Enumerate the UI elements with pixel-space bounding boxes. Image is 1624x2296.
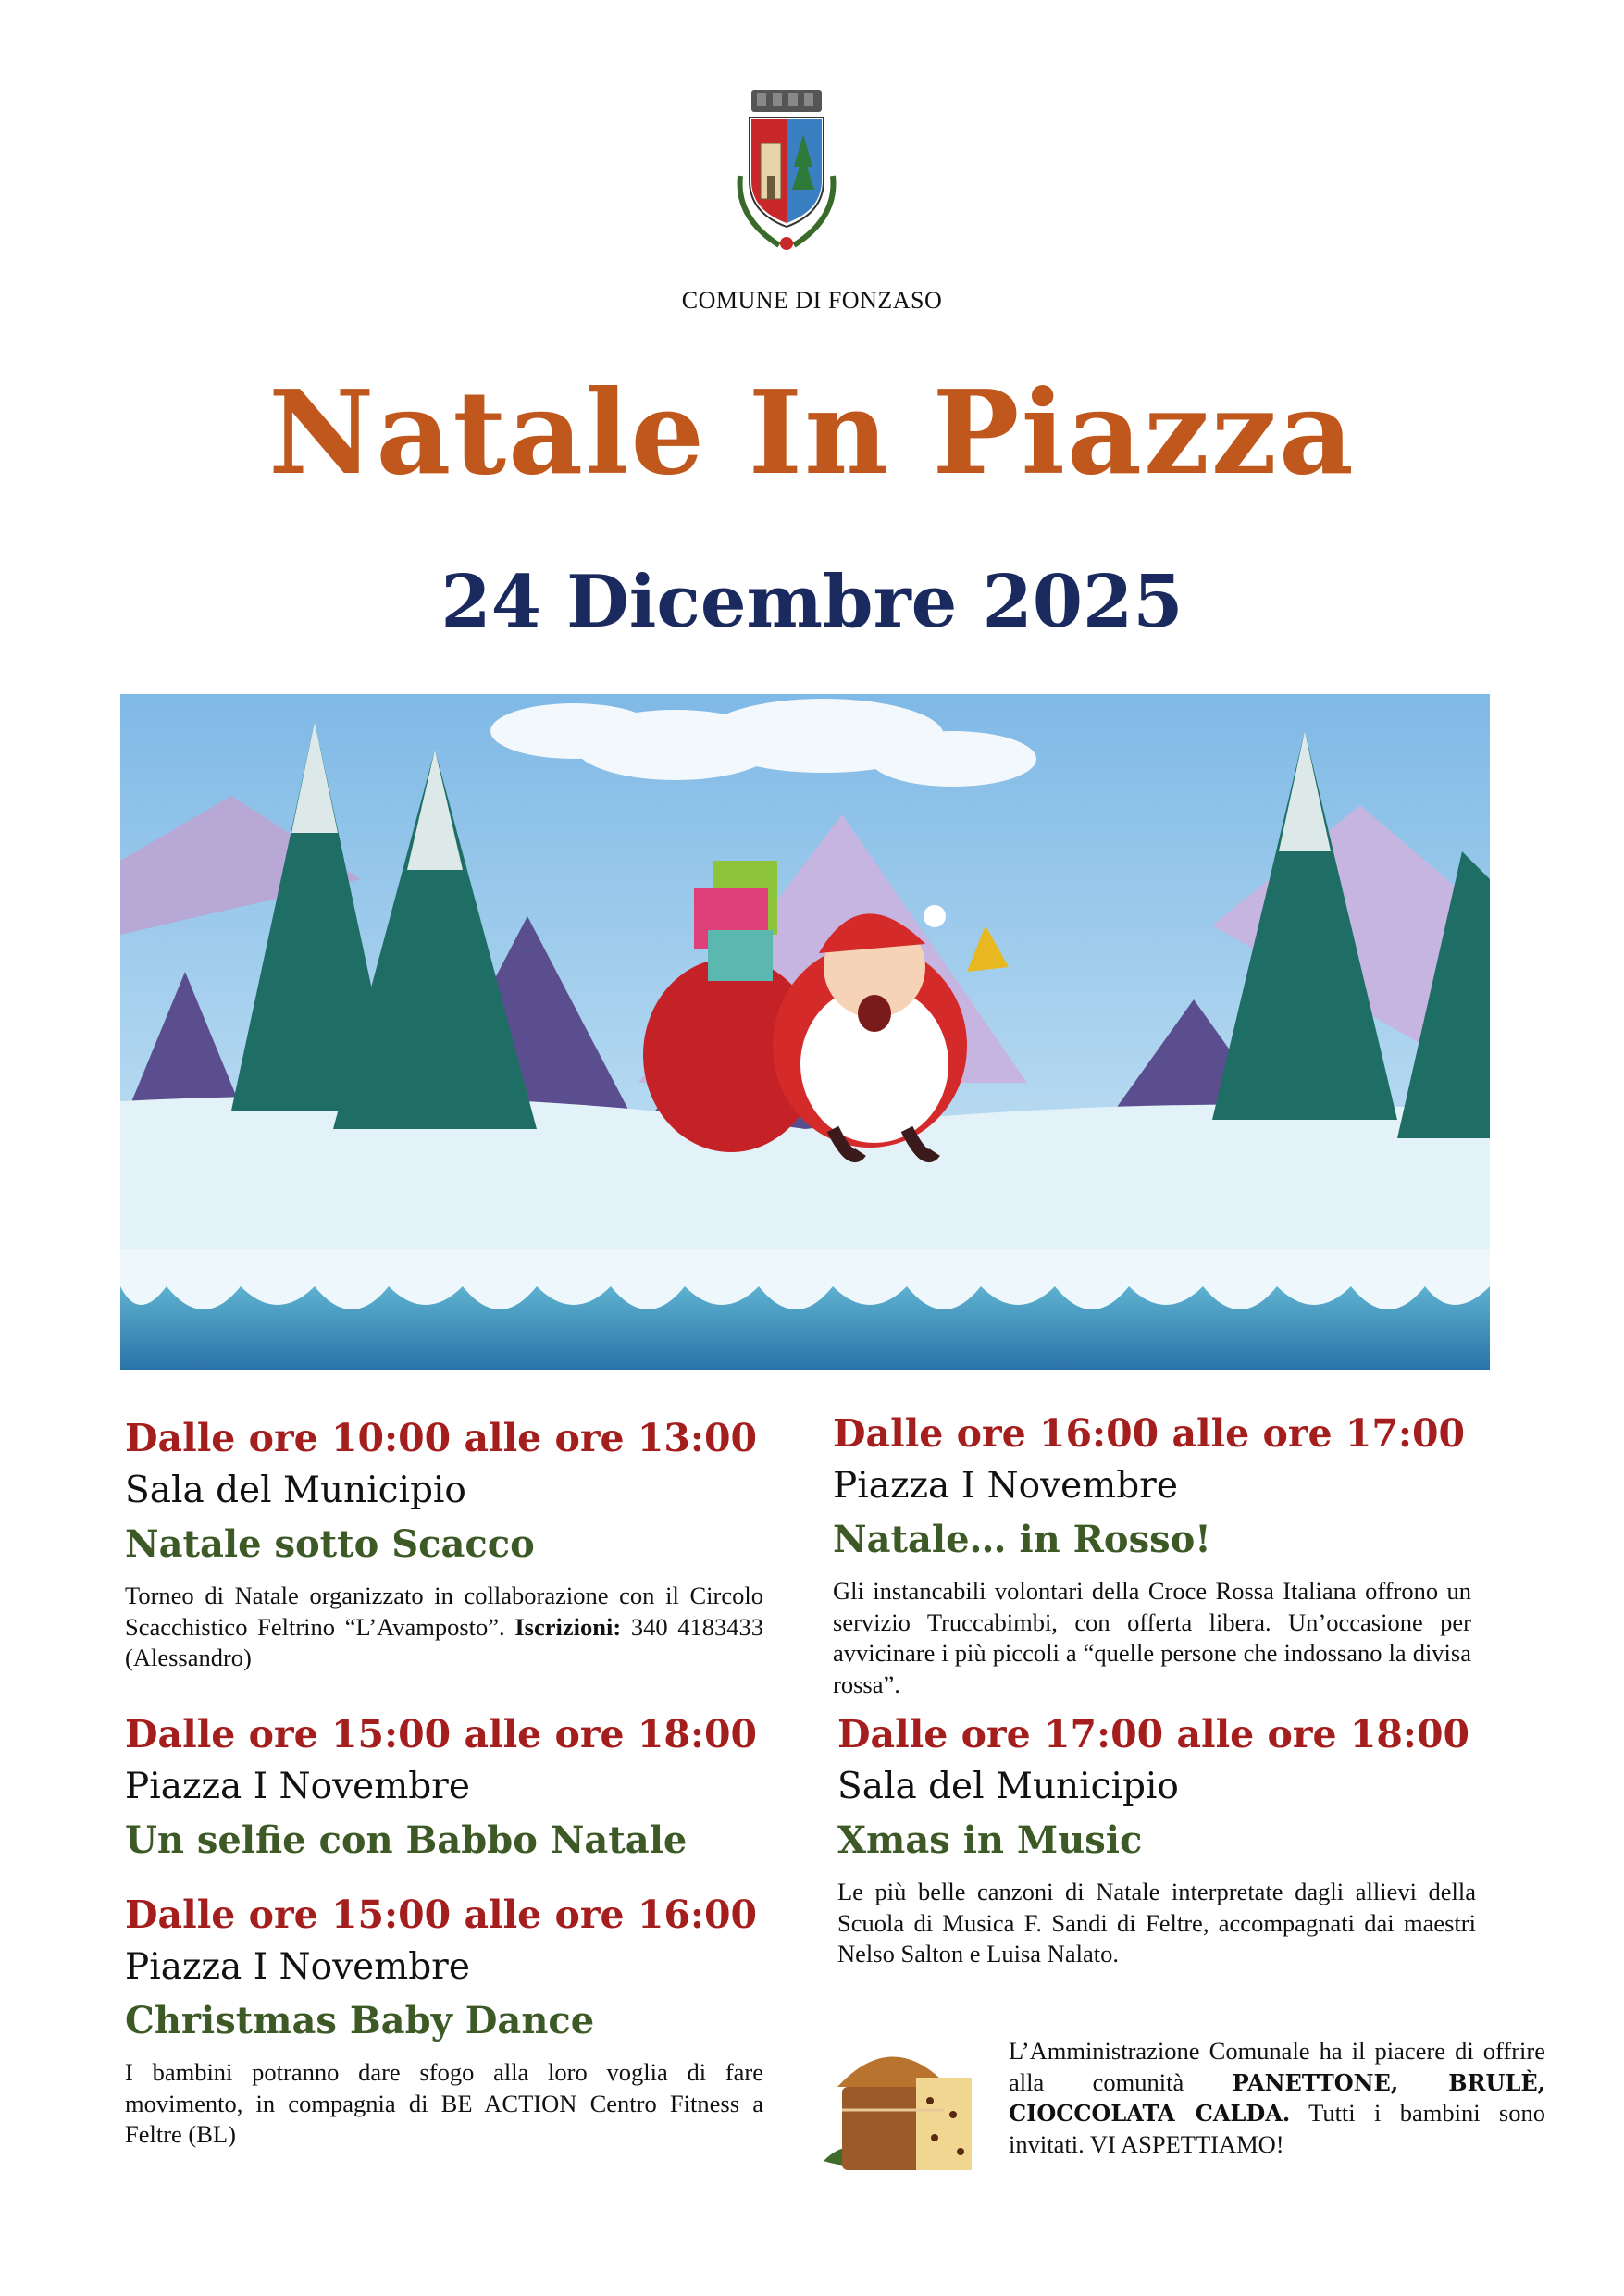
santa-winter-scene-illustration [120, 694, 1490, 1370]
event-name: Natale sotto Scacco [125, 1522, 535, 1566]
offer-closing: Tutti i bambini sono invitati. VI ASPETTIAMO! [1009, 2099, 1545, 2158]
offer-note [1009, 2036, 1545, 2161]
event-xmas-in-music [837, 1712, 1476, 1970]
registration-label: Iscrizioni: [514, 1612, 622, 1641]
panettone-icon [814, 2022, 990, 2184]
event-place: Sala del Municipio [837, 1766, 1179, 1807]
event-time: Dalle ore 16:00 alle ore 17:00 [833, 1411, 1466, 1456]
municipality-name: COMUNE DI FONZASO [681, 287, 943, 314]
event-place: Piazza I Novembre [125, 1946, 470, 1988]
event-time: Dalle ore 10:00 alle ore 13:00 [125, 1416, 758, 1460]
page-title: Natale In Piazza [268, 366, 1356, 501]
municipal-crest-icon [722, 88, 851, 259]
event-name: Un selfie con Babbo Natale [125, 1818, 688, 1862]
event-date: 24 Dicembre 2025 [440, 560, 1184, 644]
offer-items: PANETTONE, BRULÈ, CIOCCOLATA CALDA. [1009, 2068, 1545, 2128]
event-description: Gli instancabili volontari della Croce Rossa Italiana offrono un servizio Truccabimbi, con offerta libera. Un’occasione per avvicinare i più piccoli a “quelle persone che indossano la divisa rossa”. [833, 1577, 1471, 1698]
event-time: Dalle ore 15:00 alle ore 16:00 [125, 1893, 758, 1937]
event-place: Piazza I Novembre [125, 1766, 470, 1807]
event-place: Sala del Municipio [125, 1470, 466, 1511]
event-time: Dalle ore 17:00 alle ore 18:00 [837, 1712, 1470, 1756]
event-selfie-babbo-natale [125, 1712, 763, 1862]
event-name: Xmas in Music [837, 1818, 1143, 1862]
event-time: Dalle ore 15:00 alle ore 18:00 [125, 1712, 758, 1756]
event-name: Natale… in Rosso! [833, 1518, 1211, 1561]
event-description: Le più belle canzoni di Natale interpretate dagli allievi della Scuola di Musica F. Sandi di Feltre, accompagnati dai maestri Nelso Salton e Luisa Nalato. [837, 1878, 1476, 1968]
event-natale-sotto-scacco [125, 1416, 763, 1674]
registration-phone: 340 4183433 (Alessandro) [125, 1612, 764, 1672]
event-natale-in-rosso [833, 1411, 1471, 1701]
event-place: Piazza I Novembre [833, 1465, 1178, 1507]
event-description [125, 1581, 763, 1674]
event-description: I bambini potranno dare sfogo alla loro voglia di fare movimento, in compagnia di BE ACTION Centro Fitness a Feltre (BL) [125, 2058, 763, 2149]
event-christmas-baby-dance [125, 1893, 763, 2151]
event-description-text: Torneo di Natale organizzato in collaborazione con il Circolo Scacchistico Feltrino “L’Avamposto”. [125, 1582, 763, 1641]
event-name: Christmas Baby Dance [125, 1999, 595, 2042]
offer-intro: L’Amministrazione Comunale ha il piacere di offrire alla comunità [1009, 2037, 1545, 2096]
